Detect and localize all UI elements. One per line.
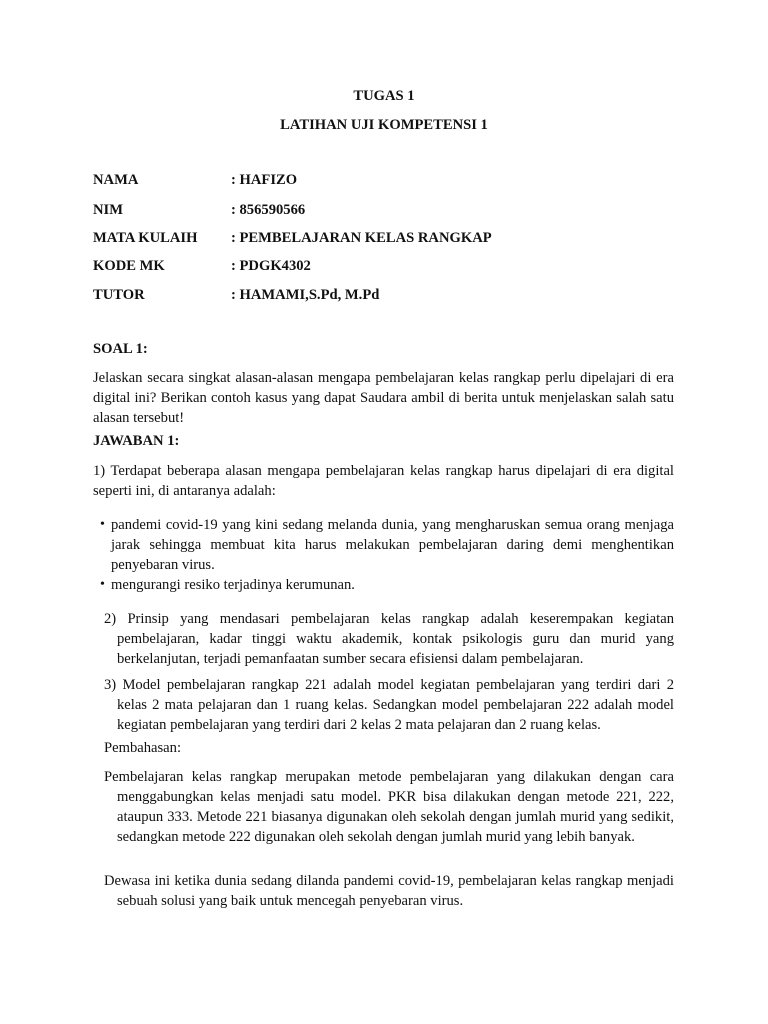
- answer-point-2: 2) Prinsip yang mendasari pembelajaran kelas rangkap adalah keserempakan kegiatan pembelajaran, kadar tinggi waktu akademik, kontak psikologis guru dan murid yang berkelanjutan, terjadi pemanfaatan sumber secara efisiensi dalam pembelajaran.: [104, 611, 674, 667]
- document-subtitle: LATIHAN UJI KOMPETENSI 1: [280, 117, 488, 133]
- pembahasan-paragraph-2: Dewasa ini ketika dunia sedang dilanda pandemi covid-19, pembelajaran kelas rangkap menjadi sebuah solusi yang baik untuk mencegah penyebaran virus.: [104, 873, 674, 909]
- list-item: [100, 575, 674, 595]
- soal-heading: SOAL 1:: [93, 341, 148, 357]
- identity-label-nama: NAMA: [93, 172, 139, 188]
- answer-point-3: 3) Model pembelajaran rangkap 221 adalah model kegiatan pembelajaran yang terdiri dari 2 kelas 2 mata pelajaran dan 1 ruang kelas. Sedangkan model pembelajaran 222 adalah model kegiatan pembelajaran yang terdiri dari 2 kelas 2 mata pelajaran dan 2 ruang kelas.: [104, 677, 674, 733]
- identity-value-kode-mk: : PDGK4302: [231, 258, 311, 274]
- bullet-icon: •: [100, 577, 105, 592]
- reason-list: [100, 515, 674, 595]
- identity-value-tutor: : HAMAMI,S.Pd, M.Pd: [231, 287, 380, 303]
- soal-text: Jelaskan secara singkat alasan-alasan mengapa pembelajaran kelas rangkap perlu dipelajari di era digital ini? Berikan contoh kasus yang dapat Saudara ambil di berita untuk menjelaskan salah satu alasan tersebut!: [93, 370, 674, 426]
- identity-label-nim: NIM: [93, 202, 123, 218]
- reason-text: pandemi covid-19 yang kini sedang melanda dunia, yang mengharuskan semua orang menjaga jarak sehingga membuat kita harus melakukan pembelajaran daring demi menghentikan penyebaran virus.: [111, 517, 674, 573]
- pembahasan-paragraph-1: Pembelajaran kelas rangkap merupakan metode pembelajaran yang dilakukan dengan cara menggabungkan kelas menjadi satu model. PKR bisa dilakukan dengan metode 221, 222, ataupun 333. Metode 221 biasanya digunakan oleh sekolah dengan jumlah murid yang sedikit, sedangkan metode 222 digunakan oleh sekolah dengan jumlah murid yang lebih banyak.: [104, 769, 674, 845]
- reason-text: mengurangi resiko terjadinya kerumunan.: [111, 577, 355, 593]
- identity-label-kode-mk: KODE MK: [93, 258, 165, 274]
- identity-label-tutor: TUTOR: [93, 287, 145, 303]
- bullet-icon: •: [100, 517, 105, 532]
- identity-value-nim: : 856590566: [231, 202, 306, 218]
- jawaban-heading: JAWABAN 1:: [93, 433, 180, 449]
- identity-label-mata-kuliah: MATA KULAIH: [93, 230, 198, 246]
- jawaban-intro: 1) Terdapat beberapa alasan mengapa pembelajaran kelas rangkap harus dipelajari di era digital seperti ini, di antaranya adalah:: [93, 463, 674, 499]
- list-item: [100, 515, 674, 575]
- identity-value-mata-kuliah: : PEMBELAJARAN KELAS RANGKAP: [231, 230, 492, 246]
- pembahasan-label: Pembahasan:: [104, 740, 182, 756]
- document-title: TUGAS 1: [353, 88, 415, 104]
- identity-value-nama: : HAFIZO: [231, 172, 298, 188]
